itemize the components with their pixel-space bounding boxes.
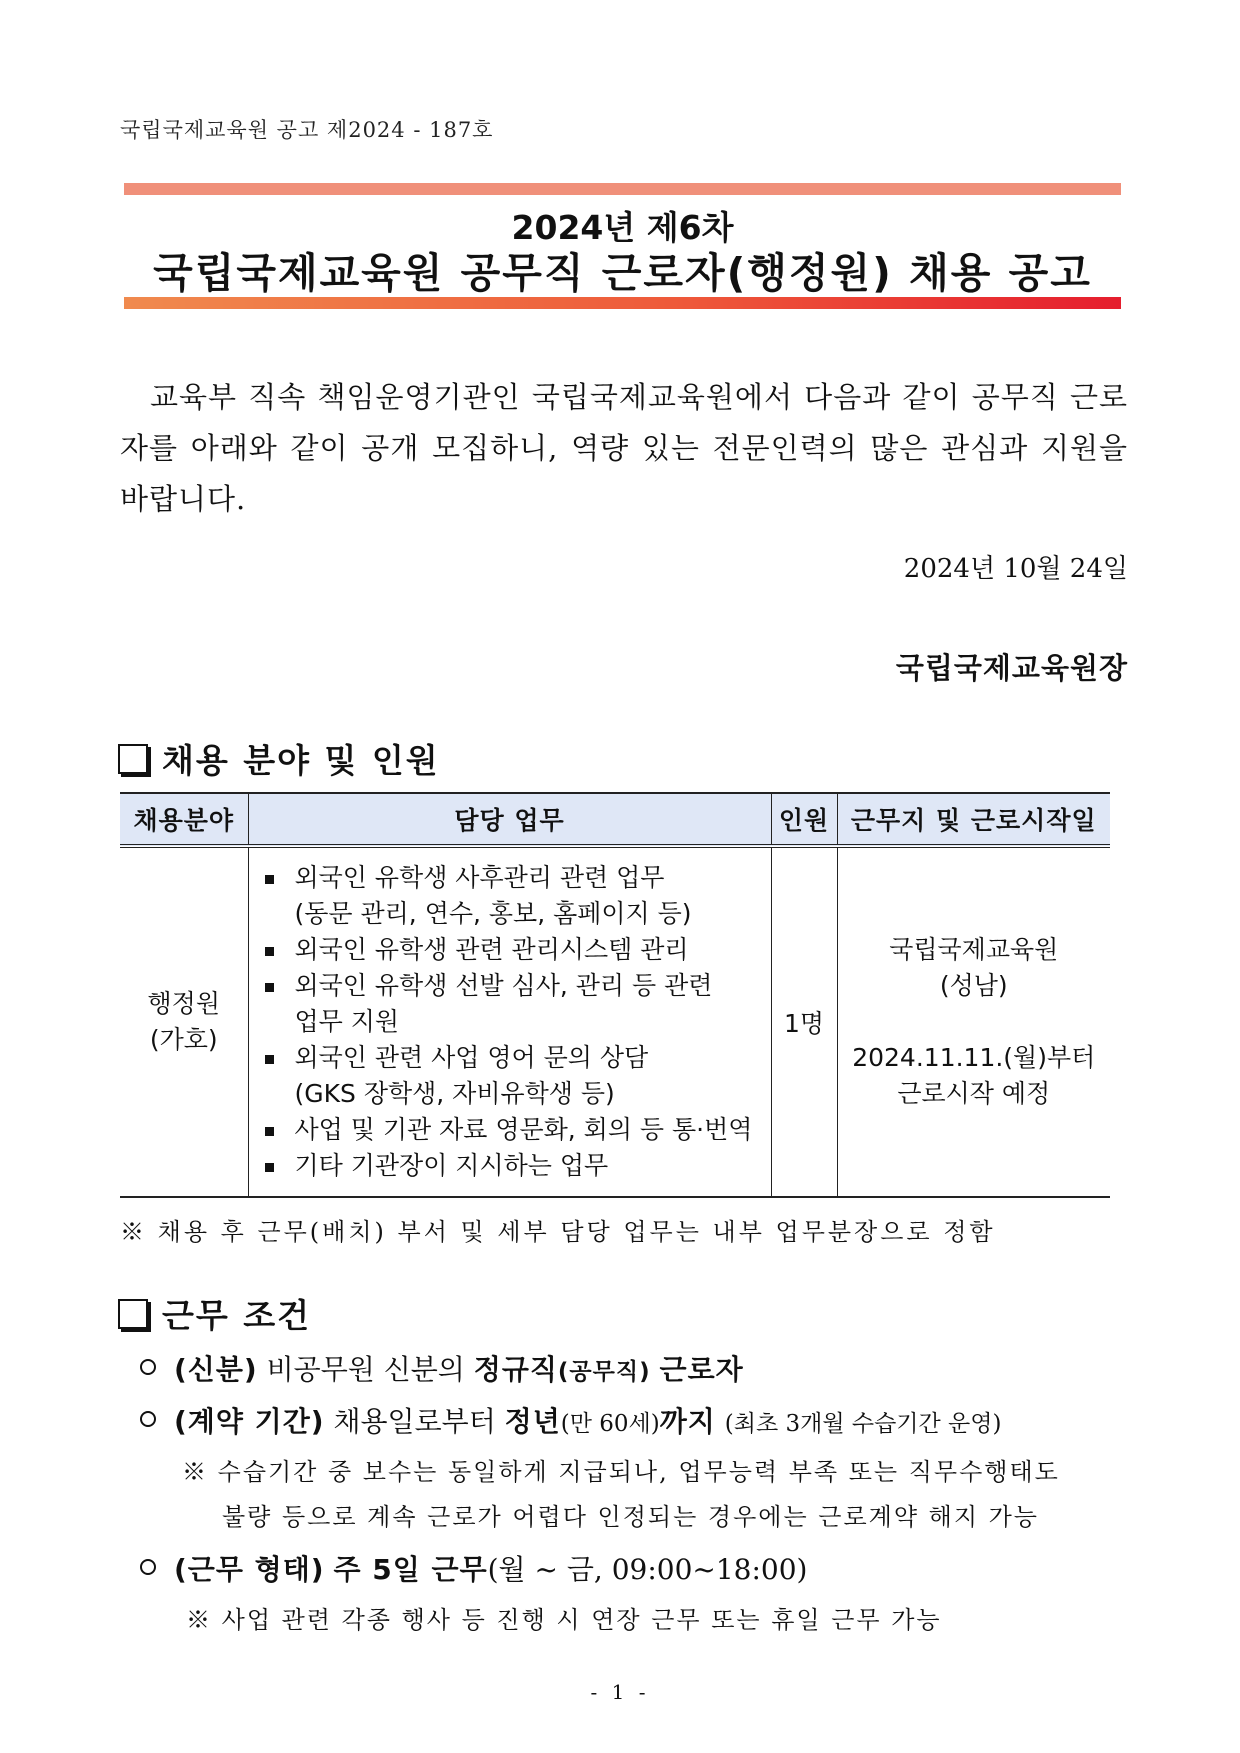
condition-paren: (월 ~ 금, 09:00~18:00) (487, 1553, 808, 1586)
issuer-name: 국립국제교육원장 (895, 651, 1128, 685)
workplace-name: 국립국제교육원 (889, 935, 1059, 964)
notice-number: 국립국제교육원 공고 제2024 - 187호 (120, 118, 494, 142)
duty-text: 사업 및 기관 자료 영문화, 회의 등 통·번역 (294, 1115, 753, 1144)
condition-text: 채용일로부터 (333, 1405, 496, 1438)
condition-emphasis: 근로자 (659, 1353, 744, 1386)
section-heading-text: 근무 조건 (162, 1296, 312, 1335)
condition-emphasis: 정년 (504, 1405, 561, 1438)
condition-emphasis: 정규직 (473, 1353, 558, 1386)
column-header-field: 채용분야 (120, 793, 248, 846)
title-top-bar (124, 183, 1121, 195)
recruitment-table (120, 792, 1110, 1198)
table-note: ※ 채용 후 근무(배치) 부서 및 세부 담당 업무는 내부 업무분장으로 정함 (120, 1218, 996, 1246)
condition-paren: (공무직) (557, 1359, 651, 1385)
condition-label: (신분) (174, 1353, 258, 1386)
section-heading-recruitment (118, 735, 440, 782)
condition-text: 비공무원 신분의 (266, 1353, 465, 1386)
duty-item (263, 1040, 767, 1112)
page-number: - 1 - (590, 1680, 650, 1704)
square-bullet-icon (265, 1163, 274, 1172)
circle-bullet-icon (140, 1359, 156, 1375)
condition-note: (최초 3개월 수습기간 운영) (724, 1411, 1002, 1437)
checkbox-square-icon (118, 1299, 148, 1329)
work-type-note: ※ 사업 관련 각종 행사 등 진행 시 연장 근무 또는 휴일 근무 가능 (186, 1606, 942, 1634)
condition-label: (계약 기간) (174, 1405, 325, 1438)
condition-work-type (140, 1548, 807, 1588)
duty-text: 기타 기관장이 지시하는 업무 (294, 1151, 609, 1180)
table-row (120, 846, 1110, 1197)
notice-date: 2024년 10월 24일 (903, 554, 1128, 584)
square-bullet-icon (265, 1127, 274, 1136)
headcount-cell: 1명 (771, 846, 837, 1197)
condition-status (140, 1348, 744, 1388)
condition-emphasis: 까지 (659, 1405, 716, 1438)
intro-text: 교육부 직속 책임운영기관인 국립국제교육원에서 다음과 같이 공무직 근로자를 아래와 같이 공개 모집하니, 역량 있는 전문인력의 많은 관심과 지원을 바랍니다. (120, 380, 1128, 516)
start-date: 2024.11.11.(월)부터 (852, 1043, 1096, 1072)
square-bullet-icon (265, 983, 274, 992)
condition-contract (140, 1400, 1001, 1440)
workplace-city: (성남) (939, 971, 1008, 1000)
intro-paragraph (120, 372, 1128, 525)
circle-bullet-icon (140, 1411, 156, 1427)
column-header-workplace: 근무지 및 근로시작일 (837, 793, 1110, 846)
probation-note-line2: 불량 등으로 계속 근로가 어렵다 인정되는 경우에는 근로계약 해지 가능 (222, 1503, 1039, 1531)
condition-paren: (만 60세) (560, 1411, 660, 1437)
duty-text: 외국인 유학생 관련 관리시스템 관리 (294, 935, 689, 964)
section-heading-text: 채용 분야 및 인원 (162, 741, 440, 780)
column-header-duties: 담당 업무 (248, 793, 771, 846)
field-name: 행정원 (147, 989, 220, 1018)
circle-bullet-icon (140, 1559, 156, 1575)
checkbox-square-icon (118, 744, 148, 774)
table-header-row (120, 793, 1110, 846)
start-note: 근로시작 예정 (897, 1079, 1051, 1108)
field-grade: (가호) (149, 1025, 218, 1054)
duty-text: 외국인 유학생 사후관리 관련 업무 (294, 863, 665, 892)
title-bottom-bar (124, 297, 1121, 309)
square-bullet-icon (265, 875, 274, 884)
cell-spacer (839, 1004, 1110, 1040)
duty-text-detail: 업무 지원 (294, 1007, 400, 1036)
square-bullet-icon (265, 947, 274, 956)
section-heading-conditions (118, 1290, 311, 1337)
duty-item (263, 1112, 767, 1148)
square-bullet-icon (265, 1055, 274, 1064)
workplace-cell (837, 846, 1110, 1197)
duties-cell (248, 846, 771, 1197)
title-subheading: 2024년 제6차 (511, 208, 734, 247)
probation-note-line1: ※ 수습기간 중 보수는 동일하게 지급되나, 업무능력 부족 또는 직무수행태도 (182, 1458, 1060, 1486)
column-header-headcount: 인원 (771, 793, 837, 846)
condition-label: (근무 형태) (174, 1553, 325, 1586)
duty-text-detail: (GKS 장학생, 자비유학생 등) (294, 1079, 615, 1108)
duty-item (263, 860, 767, 932)
field-cell (120, 846, 248, 1197)
page-title: 국립국제교육원 공무직 근로자(행정원) 채용 공고 (153, 249, 1092, 297)
duty-text-detail: (동문 관리, 연수, 홍보, 홈페이지 등) (294, 899, 692, 928)
duty-item (263, 932, 767, 968)
duty-item (263, 968, 767, 1040)
duty-text: 외국인 유학생 선발 심사, 관리 등 관련 (294, 971, 713, 1000)
duty-text: 외국인 관련 사업 영어 문의 상담 (294, 1043, 649, 1072)
duty-item (263, 1148, 767, 1184)
condition-emphasis: 주 5일 근무 (333, 1553, 488, 1586)
